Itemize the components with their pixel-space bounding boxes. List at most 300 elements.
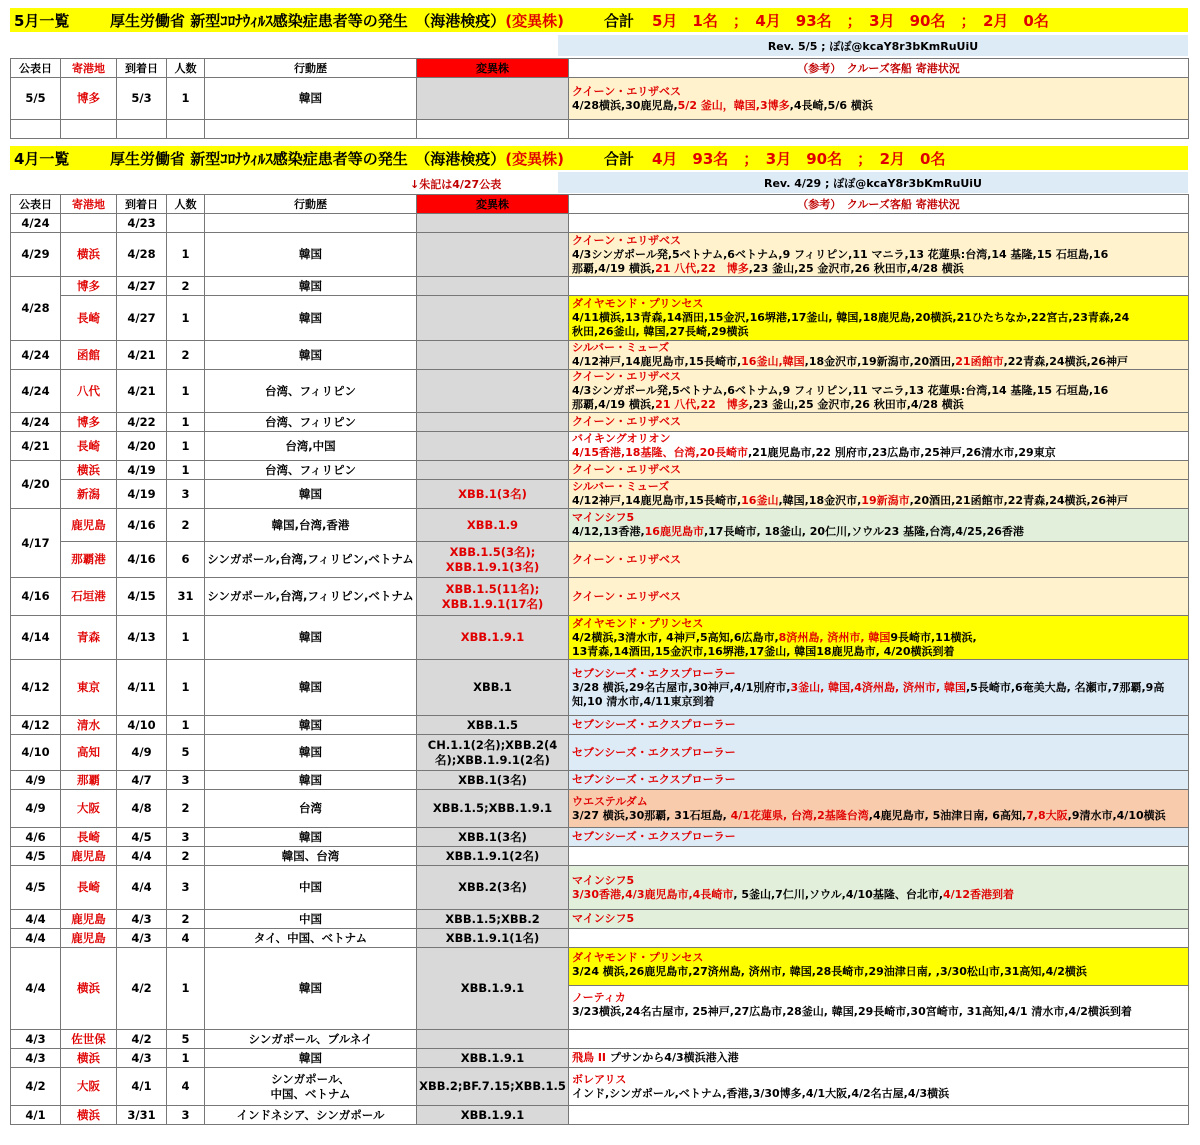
- cell-port: 高知: [61, 735, 117, 771]
- col-port: 寄港地: [61, 195, 117, 214]
- table-row: [11, 277, 1189, 296]
- ship-name: ダイヤモンド・プリンセス: [572, 616, 704, 630]
- cell-count: 3: [167, 828, 205, 847]
- cell-history: 韓国、台湾: [205, 847, 417, 866]
- cell-date: 4/6: [11, 828, 61, 847]
- col-count: 人数: [167, 59, 205, 78]
- cell-count: 2: [167, 341, 205, 370]
- may-total-label: 合計: [603, 11, 634, 30]
- cell-count: 3: [167, 866, 205, 910]
- cell-history: タイ、中国、ベトナム: [205, 929, 417, 948]
- cell-count: [167, 214, 205, 233]
- cell-arrival: 4/3: [117, 929, 167, 948]
- cell-count: 1: [167, 616, 205, 660]
- cell-history: シンガポール、 中国、ベトナム: [205, 1068, 417, 1106]
- table-row: [11, 1030, 1189, 1049]
- ship-name: バイキングオリオン: [572, 432, 671, 445]
- cell-history: 韓国: [205, 480, 417, 509]
- cell-port: 石垣港: [61, 578, 117, 616]
- cell-variant: XBB.2(3名): [417, 866, 569, 910]
- cell-arrival: 4/16: [117, 542, 167, 578]
- cell-port: 那覇港: [61, 542, 117, 578]
- cell-variant: [417, 214, 569, 233]
- cell-date: 4/28: [11, 277, 61, 341]
- cell-date: 4/4: [11, 910, 61, 929]
- table-row: [11, 910, 1189, 929]
- cell-variant: XBB.1.9.1: [417, 948, 569, 1030]
- col-history: 行動歴: [205, 195, 417, 214]
- ship-name: 飛鳥 II: [572, 1051, 607, 1064]
- cell-variant: [417, 370, 569, 413]
- cell-ship: [569, 616, 1189, 660]
- cell-count: 1: [167, 432, 205, 461]
- ship-name: クイーン・エリザベス: [572, 552, 682, 566]
- cell-count: 2: [167, 847, 205, 866]
- cell-ship: [569, 735, 1189, 771]
- table-row: [11, 1106, 1189, 1125]
- cell-variant: CH.1.1(2名);XBB.2(4 名);XBB.1.9.1(2名): [417, 735, 569, 771]
- col-history: 行動歴: [205, 59, 417, 78]
- col-port: 寄港地: [61, 59, 117, 78]
- cell-port: 横浜: [61, 1106, 117, 1125]
- cell-variant: XBB.1.9: [417, 509, 569, 542]
- cell-variant: XBB.2;BF.7.15;XBB.1.5: [417, 1068, 569, 1106]
- april-variant-label: (変異株): [505, 149, 564, 168]
- cell-port: 青森: [61, 616, 117, 660]
- cell-ship: [569, 1068, 1189, 1106]
- cell-arrival: 4/28: [117, 233, 167, 277]
- cell-arrival: 4/21: [117, 370, 167, 413]
- cell-port: 長崎: [61, 296, 117, 341]
- cell-count: 1: [167, 233, 205, 277]
- cell-date: 4/5: [11, 847, 61, 866]
- cell-arrival: 3/31: [117, 1106, 167, 1125]
- ship-name: マインシフ5: [572, 511, 635, 524]
- col-ship: （参考） クルーズ客船 寄港状況: [569, 195, 1189, 214]
- ship-route: 3/28 横浜,29名古屋市,30神戸,4/1別府市,3釜山, 韓国,4済州島, 済州市, 韓国,5長崎市,6奄美大島, 名瀬市,7那覇,9高: [572, 680, 1165, 694]
- table-row: [11, 929, 1189, 948]
- cell-ship: [569, 716, 1189, 735]
- ship-route: 3/30香港,4/3鹿児島市,4長崎市, 5釜山,7仁川,ソウル,4/10基隆、台北市,4/12香港到着: [572, 887, 1014, 901]
- cell-history: 台湾、フィリピン: [205, 413, 417, 432]
- cell-port: 横浜: [61, 948, 117, 1030]
- cell-history: 韓国: [205, 735, 417, 771]
- cell-count: 4: [167, 1068, 205, 1106]
- cell-port: 鹿児島: [61, 847, 117, 866]
- cell-variant: XBB.1.9.1(1名): [417, 929, 569, 948]
- cell-history: 韓国: [205, 716, 417, 735]
- cell-date: 4/2: [11, 1068, 61, 1106]
- table-row: [11, 214, 1189, 233]
- cell-arrival: 4/8: [117, 790, 167, 828]
- cell-count: 1: [167, 716, 205, 735]
- cell-port: 長崎: [61, 866, 117, 910]
- cell-date: 4/17: [11, 509, 61, 578]
- cell-ship: [569, 948, 1189, 1030]
- may-totals: 5月 1名 ； 4月 93名 ； 3月 90名 ； 2月 0名: [651, 11, 1049, 30]
- table-row: [11, 1068, 1189, 1106]
- cell-date: 4/29: [11, 233, 61, 277]
- ship-route: プサンから4/3横浜港入港: [606, 1051, 739, 1064]
- cell-port: 長崎: [61, 828, 117, 847]
- cell-port: 博多: [61, 413, 117, 432]
- cell-count: 2: [167, 910, 205, 929]
- april-title: 厚生労働省 新型ｺﾛﾅｳｨﾙｽ感染症患者等の発生 （海港検疫）: [110, 149, 506, 168]
- table-row: [11, 771, 1189, 790]
- col-date: 公表日: [11, 195, 61, 214]
- cell-count: 1: [167, 948, 205, 1030]
- cell-count: 2: [167, 277, 205, 296]
- cell-port: 大阪: [61, 790, 117, 828]
- cell-variant: [417, 233, 569, 277]
- cell-arrival: 4/27: [117, 277, 167, 296]
- cell-count: 5: [167, 1030, 205, 1049]
- may-title: 厚生労働省 新型ｺﾛﾅｳｨﾙｽ感染症患者等の発生 （海港検疫）: [110, 11, 506, 30]
- april-table: [10, 194, 1189, 1125]
- cell-history: 韓国: [205, 1049, 417, 1068]
- cell-history: 台湾,中国: [205, 432, 417, 461]
- ship-route: 知,10 清水市,4/11東京到着: [572, 694, 715, 708]
- cell-ship: [569, 790, 1189, 828]
- table-row: [11, 509, 1189, 542]
- cell-count: 1: [167, 413, 205, 432]
- cell-variant: [417, 277, 569, 296]
- cell-arrival: 4/27: [117, 296, 167, 341]
- ship-route: 13青森,14酒田,15金沢市,16堺港,17釜山, 韓国18鹿児島市, 4/20横浜到着: [572, 644, 955, 658]
- cell-date: 4/12: [11, 716, 61, 735]
- table-row: [11, 296, 1189, 341]
- cell-variant: XBB.1.9.1: [417, 1106, 569, 1125]
- cell-arrival: 4/13: [117, 616, 167, 660]
- cell-arrival: 4/20: [117, 432, 167, 461]
- cell-count: 31: [167, 578, 205, 616]
- cell-port: 佐世保: [61, 1030, 117, 1049]
- col-arrival: 到着日: [117, 195, 167, 214]
- cell-date: 4/16: [11, 578, 61, 616]
- cell-history: 中国: [205, 910, 417, 929]
- may-variant-label: (変異株): [505, 11, 564, 30]
- cell-history: 韓国: [205, 660, 417, 716]
- ship-route: 3/24 横浜,26鹿児島市,27済州島, 済州市, 韓国,28長崎市,29油津日南, ,3/30松山市,31高知,4/2横浜: [572, 965, 1087, 978]
- cell-arrival: 4/5: [117, 828, 167, 847]
- cell-arrival: 4/4: [117, 847, 167, 866]
- cell-port: 鹿児島: [61, 509, 117, 542]
- cell-history: 台湾、フィリピン: [205, 370, 417, 413]
- cell-variant: XBB.1.5(11名); XBB.1.9.1(17名): [417, 578, 569, 616]
- ship-name: セブンシーズ・エクスプローラー: [572, 718, 736, 731]
- cell-history: 韓国: [205, 771, 417, 790]
- ship-route: 3/27 横浜,30那覇, 31石垣島, 4/1花蓮県, 台湾,2基隆台湾,4鹿児島市, 5油津日南, 6高知,7,8大阪,9清水市,4/10横浜: [572, 808, 1166, 822]
- cell-port: 横浜: [61, 1049, 117, 1068]
- cell-arrival: 5/3: [117, 78, 167, 120]
- cell-date: 4/20: [11, 461, 61, 509]
- cell-history: シンガポール、ブルネイ: [205, 1030, 417, 1049]
- cell-port: 新潟: [61, 480, 117, 509]
- cell-arrival: 4/11: [117, 660, 167, 716]
- cell-ship: [569, 910, 1189, 929]
- cell-variant: [417, 341, 569, 370]
- cell-history: 中国: [205, 866, 417, 910]
- col-count: 人数: [167, 195, 205, 214]
- cell-ship: [569, 296, 1189, 341]
- cell-ship: [569, 1049, 1189, 1068]
- ship-name: ボレアリス: [572, 1072, 627, 1086]
- cell-count: 1: [167, 1049, 205, 1068]
- ship-name: マインシフ5: [572, 873, 635, 887]
- cell-ship: [569, 771, 1189, 790]
- april-title-bar: [10, 146, 1188, 170]
- cell-count: 1: [167, 461, 205, 480]
- ship-route: 4/3シンガポール発,5ベトナム,6ベトナム,9 フィリピン,11 マニラ,13 花蓮県:台湾,14 基隆,15 石垣島,16: [572, 247, 1109, 261]
- ship-name: クイーン・エリザベス: [572, 233, 682, 247]
- cell-variant: XBB.1: [417, 660, 569, 716]
- ship-route: 4/11横浜,13青森,14酒田,15金沢,16堺港,17釜山, 韓国,18鹿児島,20横浜,21ひたちなか,22宮古,23青森,24: [572, 311, 1130, 324]
- cell-arrival: 4/1: [117, 1068, 167, 1106]
- cell-ship: [569, 78, 1189, 120]
- cell-ship: [569, 542, 1189, 578]
- table-row: [11, 828, 1189, 847]
- cell-count: 3: [167, 771, 205, 790]
- cell-arrival: 4/16: [117, 509, 167, 542]
- cell-count: 3: [167, 480, 205, 509]
- table-row: [11, 1049, 1189, 1068]
- cell-history: 韓国: [205, 277, 417, 296]
- april-header-row: [11, 195, 1189, 214]
- cell-arrival: 4/22: [117, 413, 167, 432]
- cell-ship: [569, 341, 1189, 370]
- table-row: [11, 660, 1189, 716]
- cell-date: 4/3: [11, 1030, 61, 1049]
- table-row: [11, 120, 1189, 139]
- cell-history: 韓国: [205, 78, 417, 120]
- ship-route: 4/12,13香港,16鹿児島市,17長崎市, 18釜山, 20仁川,ソウル23 基隆,台湾,4/25,26香港: [572, 525, 1024, 538]
- cell-count: 1: [167, 78, 205, 120]
- may-title-bar: [10, 8, 1188, 32]
- cell-count: 1: [167, 370, 205, 413]
- table-row: [11, 461, 1189, 480]
- cell-port: 大阪: [61, 1068, 117, 1106]
- cell-variant: XBB.1.5: [417, 716, 569, 735]
- cell-ship: [569, 432, 1189, 461]
- cell-arrival: 4/3: [117, 1049, 167, 1068]
- ship-name: クイーン・エリザベス: [572, 84, 682, 98]
- cell-port: [61, 214, 117, 233]
- april-total-label: 合計: [603, 149, 634, 168]
- cell-date: 4/4: [11, 929, 61, 948]
- cell-arrival: 4/19: [117, 480, 167, 509]
- cell-ship: [569, 578, 1189, 616]
- cell-date: 4/12: [11, 660, 61, 716]
- cell-history: 韓国: [205, 616, 417, 660]
- col-variant: 変異株: [417, 59, 569, 78]
- cell-port: 鹿児島: [61, 910, 117, 929]
- table-row: [11, 480, 1189, 509]
- table-row: [11, 413, 1189, 432]
- cell-port: 八代: [61, 370, 117, 413]
- ship-route: 4/2横浜,3清水市, 4神戸,5高知,6広島市,8済州島, 済州市, 韓国9長崎市,11横浜,: [572, 630, 977, 644]
- cell-arrival: 4/15: [117, 578, 167, 616]
- cell-count: 2: [167, 509, 205, 542]
- table-row: [11, 542, 1189, 578]
- cell-arrival: 4/19: [117, 461, 167, 480]
- ship-name: マインシフ5: [572, 912, 635, 925]
- cell-port: 横浜: [61, 461, 117, 480]
- cell-arrival: 4/23: [117, 214, 167, 233]
- cell-date: 4/24: [11, 370, 61, 413]
- cell-variant: [417, 296, 569, 341]
- cell-ship: [569, 1106, 1189, 1125]
- cell-count: 3: [167, 1106, 205, 1125]
- col-arrival: 到着日: [117, 59, 167, 78]
- cell-ship: [569, 233, 1189, 277]
- cell-arrival: 4/2: [117, 948, 167, 1030]
- table-row: [11, 866, 1189, 910]
- ship-name: クイーン・エリザベス: [572, 463, 682, 476]
- cell-port: 東京: [61, 660, 117, 716]
- may-section-label: 5月一覧: [14, 11, 70, 30]
- ship-name: ダイヤモンド・プリンセス: [572, 951, 704, 964]
- cell-port: 清水: [61, 716, 117, 735]
- cell-count: 6: [167, 542, 205, 578]
- ship-route: 那覇,4/19 横浜,21 八代,22 博多,23 釜山,25 金沢市,26 秋田市,4/28 横浜: [572, 261, 964, 275]
- cell-date: 4/21: [11, 432, 61, 461]
- cell-ship: [569, 461, 1189, 480]
- cell-variant: XBB.1.9.1(2名): [417, 847, 569, 866]
- cell-count: 5: [167, 735, 205, 771]
- ship-route: 秋田,26釜山, 韓国,27長崎,29横浜: [572, 325, 749, 338]
- ship-name: ノーティカ: [572, 991, 626, 1004]
- cell-variant: [417, 1030, 569, 1049]
- cell-date: 4/9: [11, 790, 61, 828]
- cell-date: 4/24: [11, 413, 61, 432]
- april-note: ↓朱記は4/27公表: [410, 178, 502, 191]
- ship-route: 4/12神戸,14鹿児島市,15長崎市,16釜山,韓国,18金沢市,19新潟市,20酒田,21函館市,22青森,24横浜,26神戸: [572, 355, 1129, 368]
- cell-ship: [569, 847, 1189, 866]
- table-row: [11, 616, 1189, 660]
- cell-arrival: 4/9: [117, 735, 167, 771]
- cell-variant: XBB.1.9.1: [417, 616, 569, 660]
- ship-name: クイーン・エリザベス: [572, 415, 682, 428]
- cell-count: 1: [167, 296, 205, 341]
- cell-arrival: 4/21: [117, 341, 167, 370]
- cell-variant: XBB.1(3名): [417, 828, 569, 847]
- cell-date: 4/3: [11, 1049, 61, 1068]
- cell-variant: XBB.1(3名): [417, 771, 569, 790]
- cell-date: 4/24: [11, 214, 61, 233]
- ship-name: ウエステルダム: [572, 794, 648, 808]
- cell-port: 博多: [61, 277, 117, 296]
- cell-date: 4/14: [11, 616, 61, 660]
- cell-date: 4/4: [11, 948, 61, 1030]
- cell-count: 1: [167, 660, 205, 716]
- cell-history: 韓国: [205, 233, 417, 277]
- cell-port: 長崎: [61, 432, 117, 461]
- ship-name: セブンシーズ・エクスプローラー: [572, 666, 736, 680]
- cell-history: 韓国: [205, 948, 417, 1030]
- may-revision-text: Rev. 5/5 ; ぽぽ@kcaY8r3bKmRuUiU: [767, 39, 979, 53]
- cell-history: 台湾、フィリピン: [205, 461, 417, 480]
- ship-route: 3/23横浜,24名古屋市, 25神戸,27広島市,28釜山, 韓国,29長崎市,30宮崎市, 31高知,4/1 清水市,4/2横浜到着: [572, 1005, 1132, 1018]
- cell-date: 4/10: [11, 735, 61, 771]
- cell-variant: XBB.1.5;XBB.2: [417, 910, 569, 929]
- cell-history: 韓国: [205, 296, 417, 341]
- ship-name: クイーン・エリザベス: [572, 589, 682, 603]
- cell-variant: XBB.1.9.1: [417, 1049, 569, 1068]
- cell-ship: [569, 828, 1189, 847]
- cell-variant: XBB.1.5(3名); XBB.1.9.1(3名): [417, 542, 569, 578]
- table-row: [11, 790, 1189, 828]
- table-row: [11, 432, 1189, 461]
- ship-name: ダイヤモンド・プリンセス: [572, 297, 704, 310]
- cell-arrival: 4/10: [117, 716, 167, 735]
- ship-name: セブンシーズ・エクスプローラー: [572, 773, 736, 786]
- table-row: [11, 78, 1189, 120]
- cell-ship: [569, 509, 1189, 542]
- cell-ship: [569, 866, 1189, 910]
- table-row: [11, 847, 1189, 866]
- col-date: 公表日: [11, 59, 61, 78]
- cell-history: 韓国: [205, 828, 417, 847]
- cell-history: シンガポール,台湾,フィリピン,ベトナム: [205, 542, 417, 578]
- ship-route: インド,シンガポール,ベトナム,香港,3/30博多,4/1大阪,4/2名古屋,4/3横浜: [572, 1086, 950, 1100]
- cell-history: [205, 214, 417, 233]
- cell-date: 4/9: [11, 771, 61, 790]
- cell-variant: [417, 432, 569, 461]
- cell-ship: [569, 929, 1189, 948]
- cell-variant: XBB.1(3名): [417, 480, 569, 509]
- cell-count: 2: [167, 790, 205, 828]
- table-row: [11, 578, 1189, 616]
- cell-variant: [417, 78, 569, 120]
- cell-date: 4/5: [11, 866, 61, 910]
- ship-name: セブンシーズ・エクスプローラー: [572, 745, 736, 759]
- cell-history: インドネシア、シンガポール: [205, 1106, 417, 1125]
- cell-ship: [569, 1030, 1189, 1049]
- ship-name: シルバー・ミューズ: [572, 341, 670, 354]
- cell-port: 函館: [61, 341, 117, 370]
- ship-route: 4/15香港,18基隆、台湾,20長崎市,21鹿児島市,22 別府市,23広島市,25神戸,26清水市,29東京: [572, 446, 1056, 459]
- col-variant: 変異株: [417, 195, 569, 214]
- cell-port: 鹿児島: [61, 929, 117, 948]
- cell-port: 博多: [61, 78, 117, 120]
- table-row: [11, 735, 1189, 771]
- cell-port: 那覇: [61, 771, 117, 790]
- cell-history: 韓国,台湾,香港: [205, 509, 417, 542]
- may-revision: [558, 35, 1188, 56]
- april-revision: [558, 172, 1188, 193]
- table-row: [11, 341, 1189, 370]
- ship-route: 那覇,4/19 横浜,21 八代,22 博多,23 釜山,25 金沢市,26 秋田市,4/28 横浜: [572, 398, 964, 411]
- cell-history: シンガポール,台湾,フィリピン,ベトナム: [205, 578, 417, 616]
- cell-arrival: 4/2: [117, 1030, 167, 1049]
- table-row: [11, 233, 1189, 277]
- may-table: [10, 58, 1189, 139]
- table-row: [11, 716, 1189, 735]
- cell-history: 台湾: [205, 790, 417, 828]
- cell-arrival: 4/4: [117, 866, 167, 910]
- table-row: [11, 370, 1189, 413]
- ship-route: 4/28横浜,30鹿児島,5/2 釜山，韓国,3博多,4長崎,5/6 横浜: [572, 98, 873, 112]
- ship-route: 4/12神戸,14鹿児島市,15長崎市,16釜山,韓国,18金沢市,19新潟市,20酒田,21函館市,22青森,24横浜,26神戸: [572, 494, 1129, 507]
- table-row: [11, 948, 1189, 1030]
- col-ship: （参考） クルーズ客船 寄港状況: [569, 59, 1189, 78]
- ship-name: セブンシーズ・エクスプローラー: [572, 830, 736, 843]
- cell-count: 4: [167, 929, 205, 948]
- ship-route: 4/3シンガポール発,5ベトナム,6ベトナム,9 フィリピン,11 マニラ,13 花蓮県:台湾,14 基隆,15 石垣島,16: [572, 384, 1109, 397]
- cell-ship: [569, 214, 1189, 233]
- cell-arrival: 4/7: [117, 771, 167, 790]
- cell-ship: [569, 660, 1189, 716]
